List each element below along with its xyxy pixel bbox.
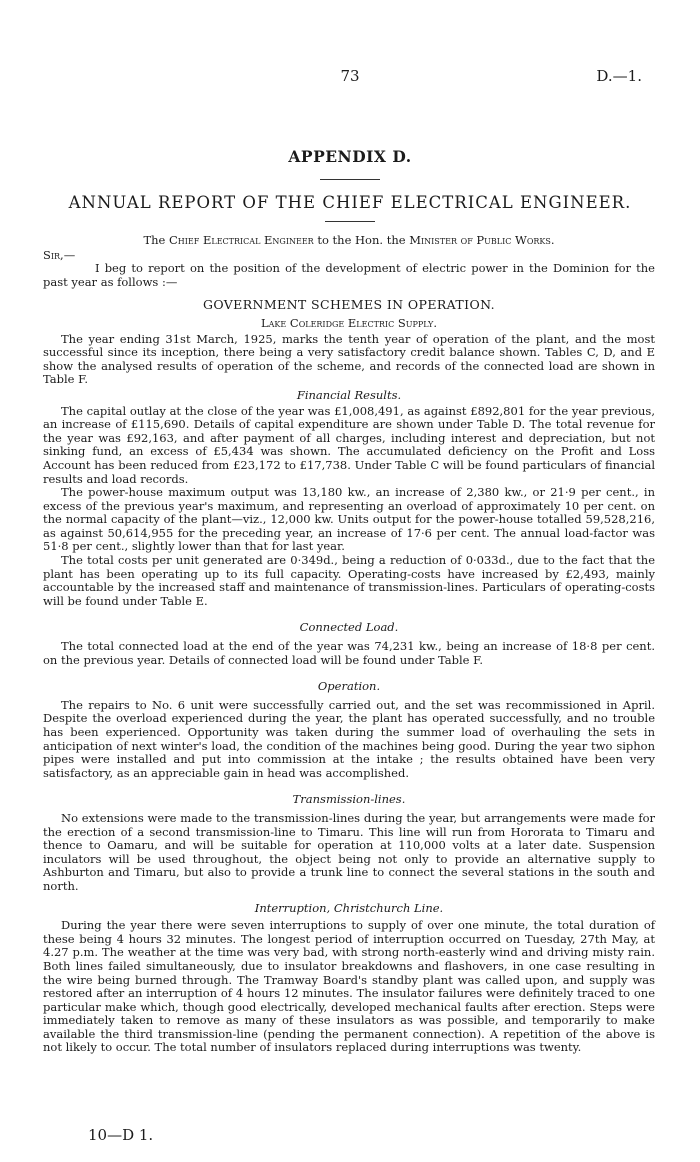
report-title: ANNUAL REPORT OF THE CHIEF ELECTRICAL ENGINEER. [68,193,632,212]
interruption-heading: Interruption, Christchurch Line. [254,900,444,915]
page-number: 73 [340,67,360,85]
addressee-text: to the Hon. the [313,233,410,247]
document-code: D.—1. [596,67,642,85]
recipient-title: Minister of Public Works [409,233,551,247]
sub-heading: Lake Coleridge Electric Supply. [261,315,437,330]
addressee-text: . [550,233,555,247]
financial-paragraph-2: The power-house maximum output was 13,180 kw., an increase of 2,380 kw., or 21·9 per cent., in excess of the previous year's maximum, and representing an overload of approximately 10 per cent. on the normal capacity of the plant—viz., 12,000 kw. Units output for the power-house totalled 59,528,216, as against 50,614,955 for the preceding year, an increase of 17·6 per cent. The annual load-factor was 51·8 per cent., slightly lower than that for last year. [43,485,655,554]
intro-body-paragraph: The year ending 31st March, 1925, marks the tenth year of operation of the plant, and the most successful since its inception, there being a very satisfactory credit balance shown. Tables C, D, and E show the analysed results of operation of the scheme, and records of the connected load are shown in Table F. [43,331,655,387]
appendix-title: APPENDIX D. [288,147,412,166]
interruption-paragraph: During the year there were seven interruptions to supply of over one minute, the total duration of these being 4 hours 32 minutes. The longest period of interruption occurred on Tuesday, 27th May, at 4.27 p.m. The weather at the time was very bad, with strong north-easterly wind and driving misty rain. Both lines failed simultaneously, due to insulator breakdowns and flashovers, in one case resulting in the wire being burned through. The Tramway Board's standby plant was called upon, and supply was restored after an interruption of 4 hours 12 minutes. The insulator failures were definitely traced to one particular make which, though good electrically, developed mechanical faults after erection. Steps were immediately taken to remove as many of these insulators as was possible, and temporarily to make available the third transmission-line (pending the permanent connection). A repetition of the above is not likely to occur. The total number of insulators replaced during interruptions was twenty. [43,918,655,1055]
intro-paragraph: I beg to report on the position of the development of electric power in the Dominion for the past year as follows :— [43,261,655,289]
transmission-paragraph: No extensions were made to the transmission-lines during the year, but arrangements were made for the erection of a second transmission-line to Timaru. This line will run from Hororata to Timaru and thence to Oamaru, and will be suitable for operation at 110,000 volts at a later date. Suspension inculators will be used throughout, the object being not only to provide an alternative supply to Ashburton and Timaru, but also to provide a trunk line to connect the several stations in the south and north. [43,810,655,893]
addressee-text: The [143,233,169,247]
footer-signature: 10—D 1. [88,1126,154,1144]
operation-heading: Operation. [317,679,381,694]
title-divider-2 [325,221,375,222]
sender-title: Chief Electrical Engineer [169,233,314,247]
operation-paragraph: The repairs to No. 6 unit were successfully carried out, and the set was recommissioned in April. Despite the overload experienced during the year, the plant has operated successfully, and no trouble has been experienced. Opportunity was taken during the summer load of overhauling the sets in anticipation of next winter's load, the condition of the machines being good. During the year two siphon pipes were installed and put into commission at the intake ; the results obtained have been very satisfactory, as an appreciable gain in head was accomplished. [43,697,655,780]
transmission-heading: Transmission-lines. [292,792,406,807]
section-heading: GOVERNMENT SCHEMES IN OPERATION. [202,297,496,313]
connected-paragraph: The total connected load at the end of the year was 74,231 kw., being an increase of 18·8 per cent. on the previous year. Details of connected load will be found under Table F. [43,639,655,667]
financial-heading: Financial Results. [296,387,402,402]
addressee-line [43,234,655,248]
title-divider [320,179,380,180]
salutation-sir: Sir,— [43,247,76,262]
financial-paragraph-1: The capital outlay at the close of the year was £1,008,491, as against £892,801 for the year previous, an increase of £115,690. Details of capital expenditure are shown under Table D. The total revenue for the year was £92,163, and after payment of all charges, including interest and depreciation, but not sinking fund, an excess of £5,434 was shown. The accumulated deficiency on the Profit and Loss Account has been reduced from £23,172 to £17,738. Under Table C will be found particulars of financial results and load records. [43,403,655,486]
connected-heading: Connected Load. [299,620,399,635]
report-body [43,234,655,1055]
financial-paragraph-3: The total costs per unit generated are 0·349d., being a reduction of 0·033d., due to the fact that the plant has been operating up to its full capacity. Operating-costs have increased by £2,493, mainly accountable by the increased staff and maintenance of transmission-lines. Particulars of operating-costs will be found under Table E. [43,553,655,608]
